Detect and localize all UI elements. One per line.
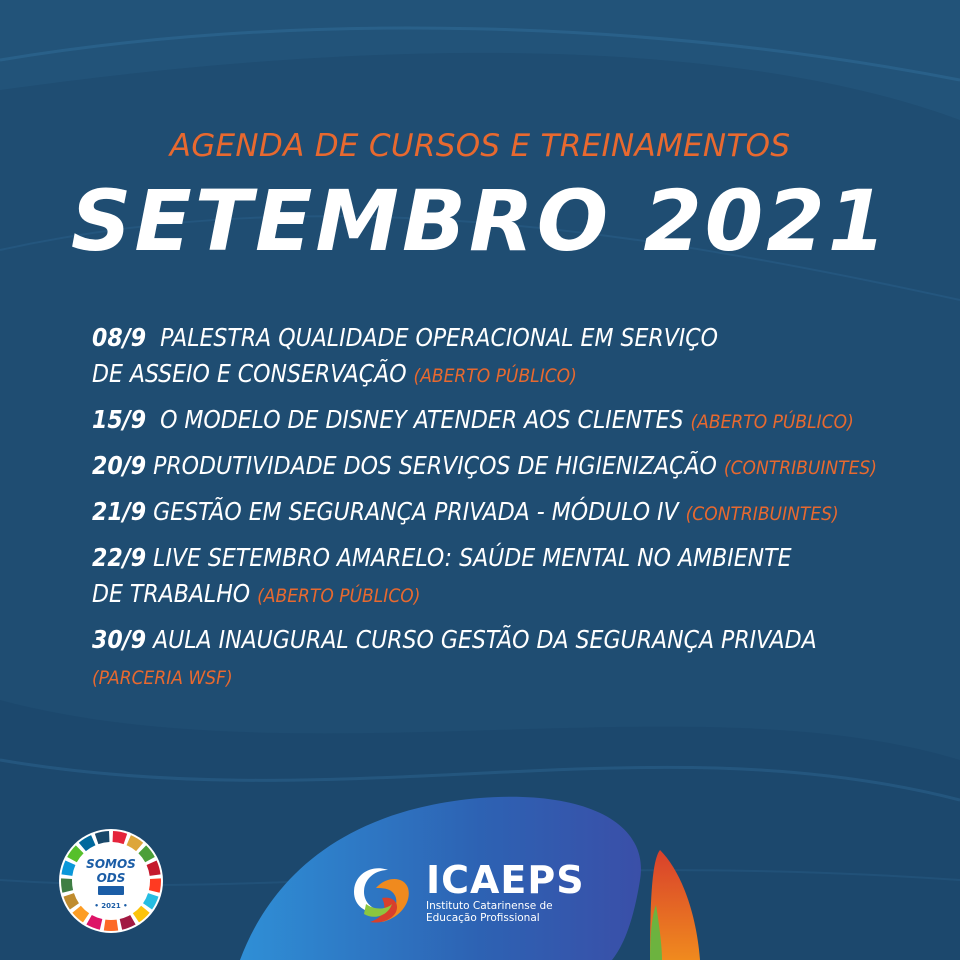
event-tag: (PARCERIA WSF) xyxy=(92,667,233,689)
event-tag: (ABERTO PÚBLICO) xyxy=(413,365,577,387)
ods-ring-segment xyxy=(104,920,118,931)
logo-subtitle-1: Instituto Catarinense de xyxy=(426,900,553,912)
event-title: LIVE SETEMBRO AMARELO: SAÚDE MENTAL NO AMBIENTE xyxy=(153,543,792,572)
ods-ring-segment xyxy=(149,878,161,892)
event-tag: (CONTRIBUINTES) xyxy=(685,503,839,525)
event-date: 21/9 xyxy=(92,497,147,526)
event-title: O MODELO DE DISNEY ATENDER AOS CLIENTES xyxy=(160,405,684,434)
event-title: PRODUTIVIDADE DOS SERVIÇOS DE HIGIENIZAÇÃO xyxy=(153,451,717,480)
event-item xyxy=(92,622,932,696)
event-title: AULA INAUGURAL CURSO GESTÃO DA SEGURANÇA PRIVADA xyxy=(153,625,817,654)
event-item xyxy=(92,320,932,394)
event-item xyxy=(92,540,932,614)
ods-ring-segment xyxy=(61,878,73,892)
event-date: 22/9 xyxy=(92,543,147,572)
event-title-line2: DE ASSEIO E CONSERVAÇÃO xyxy=(92,359,407,388)
event-list xyxy=(92,320,932,704)
subtitle: AGENDA DE CURSOS E TREINAMENTOS xyxy=(169,128,791,164)
event-title: PALESTRA QUALIDADE OPERACIONAL EM SERVIÇO xyxy=(160,323,719,352)
event-item xyxy=(92,494,932,532)
event-date: 20/9 xyxy=(92,451,147,480)
event-tag: (ABERTO PÚBLICO) xyxy=(690,411,854,433)
event-item xyxy=(92,402,932,440)
event-date: 08/9 xyxy=(92,323,147,352)
logo-subtitle-2: Educação Profissional xyxy=(426,912,540,924)
badge-line1: SOMOS xyxy=(86,857,136,871)
icaeps-logo-icon xyxy=(346,858,416,928)
event-tag: (ABERTO PÚBLICO) xyxy=(257,585,421,607)
event-title-line2: DE TRABALHO xyxy=(92,579,251,608)
event-title: GESTÃO EM SEGURANÇA PRIVADA - MÓDULO IV xyxy=(153,497,679,526)
logo-name: ICAEPS xyxy=(426,858,585,902)
badge-year: • 2021 • xyxy=(94,902,128,910)
event-date: 15/9 xyxy=(92,405,147,434)
page-title: SETEMBRO 2021 xyxy=(70,172,890,270)
somos-ods-badge xyxy=(58,828,164,934)
event-item xyxy=(92,448,932,486)
badge-line2: ODS xyxy=(96,871,126,885)
event-tag: (CONTRIBUINTES) xyxy=(723,457,877,479)
event-date: 30/9 xyxy=(92,625,147,654)
icaeps-logo xyxy=(426,860,585,924)
